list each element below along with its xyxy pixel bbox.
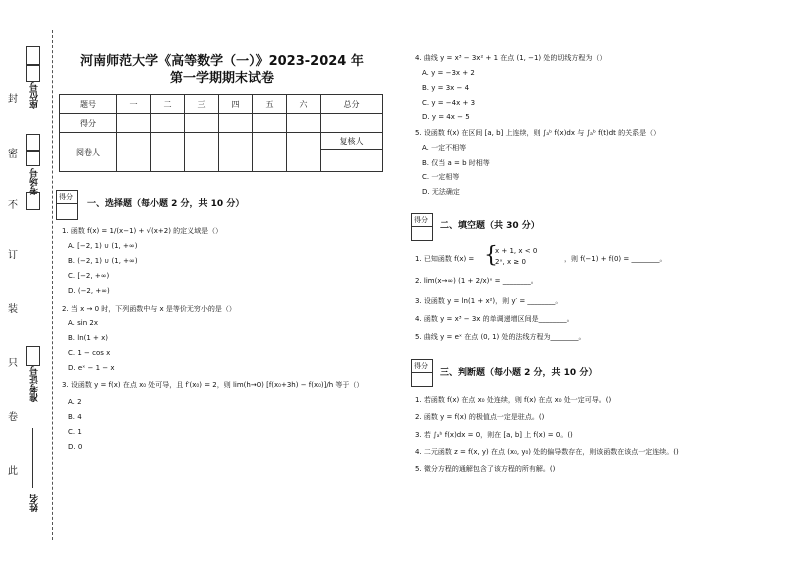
seal-char-6: 只 [8, 358, 18, 369]
section1-score-label: 得分 [57, 191, 77, 204]
q1-5-option-d[interactable]: D. 无法确定 [422, 188, 460, 196]
header-cell: 四 [219, 95, 253, 114]
q1-2-option-b[interactable]: B. ln(1 + x) [68, 334, 109, 342]
q2-2: 2. lim(x→∞) (1 + 2/x)ˣ = ________。 [415, 277, 538, 285]
seat-number-box-2[interactable] [26, 64, 40, 82]
q2-1-case-1: x + 1, x < 0 [495, 247, 538, 255]
q1-4-option-d[interactable]: D. y = 4x − 5 [422, 113, 470, 121]
reader-cell[interactable] [117, 133, 151, 172]
room-number-box-2[interactable] [26, 150, 40, 166]
header-cell: 一 [117, 95, 151, 114]
q1-3-option-c[interactable]: C. 1 [68, 428, 82, 436]
reader-cell[interactable] [151, 133, 185, 172]
room-number-label: 考场号 [30, 168, 40, 195]
seal-char-4: 订 [8, 250, 18, 261]
reader-cell[interactable] [219, 133, 253, 172]
seal-char-1: 封 [8, 94, 18, 105]
q1-1-option-d[interactable]: D. (−2, +∞) [68, 287, 110, 295]
q2-4: 4. 函数 y = x³ − 3x 的单调递增区间是________。 [415, 315, 574, 323]
seal-char-8: 此 [8, 466, 18, 477]
seat-number-label: 座位号 [30, 82, 40, 109]
q3-3: 3. 若 ∫ₐᵇ f(x)dx = 0，则在 [a, b] 上 f(x) = 0。() [415, 431, 573, 439]
q1-2-option-a[interactable]: A. sin 2x [68, 319, 98, 327]
q1-3-text: 3. 设函数 y = f(x) 在点 x₀ 处可导，且 f′(x₀) = 2，则 lim(h→0) [f(x₀+3h) − f(x₀)]/h 等于（） [62, 381, 364, 389]
score-cell[interactable] [117, 114, 151, 133]
room-number-box-3[interactable] [26, 192, 40, 210]
brace-icon: { [484, 243, 498, 268]
q1-5-option-b[interactable]: B. 仅当 a = b 时相等 [422, 159, 490, 167]
q2-1-suffix: ，则 f(−1) + f(0) = ________。 [564, 255, 667, 263]
q3-5: 5. 微分方程的通解包含了该方程的所有解。() [415, 465, 556, 473]
exam-subtitle: 第一学期期末试卷 [169, 71, 274, 86]
reader-row-label: 阅卷人 [60, 133, 117, 172]
name-label: 姓名 [30, 494, 40, 512]
seat-number-box[interactable] [26, 46, 40, 66]
header-cell: 二 [151, 95, 185, 114]
q1-5-option-a[interactable]: A. 一定不相等 [422, 144, 467, 152]
header-cell: 三 [185, 95, 219, 114]
reviewer-label: 复核人 [321, 133, 383, 150]
q1-4-option-a[interactable]: A. y = −3x + 2 [422, 69, 475, 77]
seal-char-2: 密 [8, 149, 18, 160]
reader-cell[interactable] [253, 133, 287, 172]
q2-5: 5. 曲线 y = eˣ 在点 (0, 1) 处的法线方程为________。 [415, 333, 586, 341]
q1-5-option-c[interactable]: C. 一定相等 [422, 173, 460, 181]
q1-5-text: 5. 设函数 f(x) 在区间 [a, b] 上连续，则 ∫ₐᵇ f(x)dx 与 ∫ₐᵇ f(t)dt 的关系是（） [415, 129, 661, 137]
score-row-label: 得分 [60, 114, 117, 133]
q1-3-option-a[interactable]: A. 2 [68, 398, 82, 406]
reader-cell[interactable] [185, 133, 219, 172]
q1-4-option-c[interactable]: C. y = −4x + 3 [422, 99, 476, 107]
name-line[interactable] [32, 428, 33, 488]
q1-2-text: 2. 当 x → 0 时，下列函数中与 x 是等价无穷小的是（） [62, 305, 236, 313]
section2-score-label: 得分 [412, 214, 432, 227]
q1-1-option-a[interactable]: A. [−2, 1) ∪ (1, +∞) [68, 242, 138, 250]
q1-1-option-c[interactable]: C. [−2, +∞) [68, 272, 110, 280]
section1-score-box[interactable] [56, 190, 78, 220]
q3-4: 4. 二元函数 z = f(x, y) 在点 (x₀, y₀) 处的偏导数存在，则该函数在该点一定连续。() [415, 448, 679, 456]
q2-1-prefix: 1. 已知函数 f(x) = [415, 255, 475, 263]
score-cell[interactable] [219, 114, 253, 133]
seal-char-7: 卷 [8, 412, 18, 423]
q1-1-option-b[interactable]: B. (−2, 1) ∪ (1, +∞) [68, 257, 138, 265]
exam-id-label: 准考证号 [30, 366, 40, 402]
q1-4-option-b[interactable]: B. y = 3x − 4 [422, 84, 470, 92]
seal-char-3: 不 [8, 200, 18, 211]
q1-3-option-d[interactable]: D. 0 [68, 443, 83, 451]
header-cell: 题号 [60, 95, 117, 114]
binding-line [52, 30, 53, 540]
header-cell: 总分 [321, 95, 383, 114]
reader-cell[interactable] [287, 133, 321, 172]
score-cell[interactable] [321, 114, 383, 133]
seal-char-5: 装 [8, 304, 18, 315]
q1-2-option-c[interactable]: C. 1 − cos x [68, 349, 111, 357]
section1-heading: 一、选择题（每小题 2 分，共 10 分） [87, 199, 245, 209]
q1-4-text: 4. 曲线 y = x³ − 3x² + 1 在点 (1, −1) 处的切线方程为（） [415, 54, 607, 62]
score-cell[interactable] [151, 114, 185, 133]
q3-2: 2. 函数 y = f(x) 的极值点一定是驻点。() [415, 413, 545, 421]
section3-score-label: 得分 [412, 360, 432, 373]
q2-3: 3. 设函数 y = ln(1 + x²)，则 y′ = ________。 [415, 297, 563, 305]
q3-1: 1. 若函数 f(x) 在点 x₀ 处连续，则 f(x) 在点 x₀ 处一定可导。() [415, 396, 612, 404]
section3-score-box[interactable] [411, 359, 433, 387]
header-cell: 六 [287, 95, 321, 114]
section2-heading: 二、填空题（共 30 分） [440, 221, 540, 231]
q1-3-option-b[interactable]: B. 4 [68, 413, 82, 421]
section2-score-box[interactable] [411, 213, 433, 241]
q1-1-text: 1. 函数 f(x) = 1/(x−1) + √(x+2) 的定义域是（） [62, 227, 223, 235]
score-cell[interactable] [253, 114, 287, 133]
reviewer-cell[interactable] [321, 150, 383, 172]
score-table [59, 94, 383, 172]
header-cell: 五 [253, 95, 287, 114]
exam-title: 河南师范大学《高等数学（一）》2023-2024 年 [80, 54, 364, 69]
score-cell[interactable] [185, 114, 219, 133]
score-cell[interactable] [287, 114, 321, 133]
section3-heading: 三、判断题（每小题 2 分，共 10 分） [440, 368, 598, 378]
exam-id-box[interactable] [26, 346, 40, 366]
q2-1-case-2: 2ˣ, x ≥ 0 [495, 258, 526, 266]
q1-2-option-d[interactable]: D. eˣ − 1 − x [68, 364, 115, 372]
